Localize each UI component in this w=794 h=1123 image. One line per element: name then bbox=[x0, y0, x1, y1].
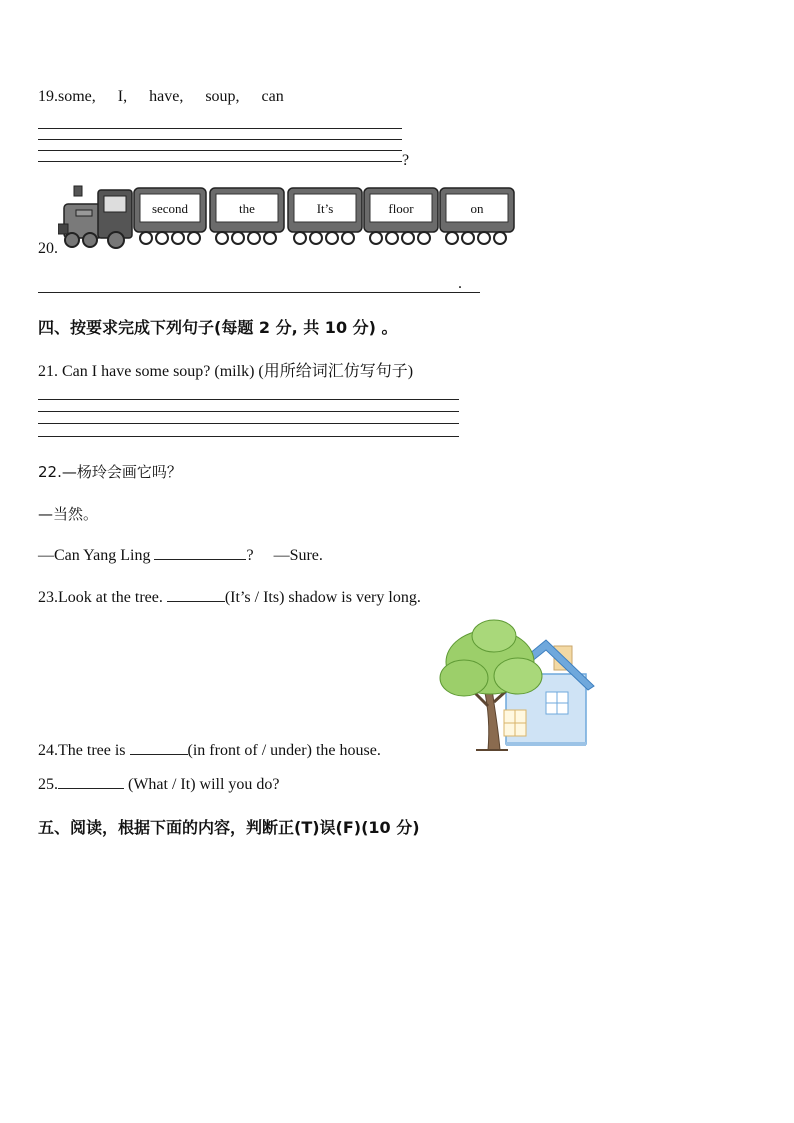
q21-answer-line-4[interactable] bbox=[38, 436, 459, 437]
train-word-2: the bbox=[239, 201, 255, 216]
locomotive-icon bbox=[58, 186, 132, 248]
q23-line bbox=[38, 587, 421, 607]
section-5-heading: 五、阅读，根据下面的内容，判断正(T)误(F)(10 分) bbox=[38, 818, 420, 837]
q19-answer-line-4[interactable] bbox=[38, 161, 402, 162]
train-word-4: floor bbox=[388, 201, 414, 216]
tree-and-house-illustration bbox=[436, 616, 598, 756]
q19-word-2: I, bbox=[117, 88, 128, 105]
train-word-1: second bbox=[151, 201, 189, 216]
q19-question-mark: ? bbox=[402, 152, 410, 169]
q19-word-1: some, bbox=[58, 88, 96, 105]
q20-number: 20. bbox=[38, 240, 58, 257]
train-illustration bbox=[58, 184, 520, 252]
section-4-heading: 四、按要求完成下列句子(每题 2 分, 共 10 分) 。 bbox=[38, 318, 398, 337]
train-word-3: It’s bbox=[316, 201, 334, 216]
q21-answer-line-3[interactable] bbox=[38, 423, 459, 424]
q19-word-3: have, bbox=[149, 88, 184, 105]
q19-answer-line-3[interactable] bbox=[38, 150, 402, 151]
q24-end: (in front of / under) the house. bbox=[187, 742, 381, 759]
q21-answer-line-1[interactable] bbox=[38, 399, 459, 400]
q21-prompt: 21. Can I have some soup? (milk) (用所给词汇仿写句子) bbox=[38, 363, 414, 380]
q19-prompt bbox=[38, 88, 284, 106]
q22-line-end: —Sure. bbox=[273, 547, 323, 564]
train-word-5: on bbox=[470, 201, 484, 216]
q23-end: (It’s / Its) shadow is very long. bbox=[224, 589, 421, 606]
q25-line bbox=[38, 774, 280, 794]
q22-line-start: —Can Yang Ling bbox=[38, 547, 155, 564]
q20-answer-line[interactable] bbox=[38, 292, 480, 293]
q25-blank[interactable] bbox=[58, 774, 124, 789]
q22-prompt: 22.—杨玲会画它吗？ bbox=[38, 463, 182, 481]
q22-answer-chinese: —当然。 bbox=[38, 505, 99, 523]
q25-end: (What / It) will you do? bbox=[124, 776, 280, 793]
q19-word-4: soup, bbox=[205, 88, 240, 105]
q23-start: 23.Look at the tree. bbox=[38, 589, 167, 606]
q22-blank[interactable] bbox=[154, 545, 246, 560]
q19-word-5: can bbox=[261, 88, 284, 105]
q24-start: 24.The tree is bbox=[38, 742, 130, 759]
q19-answer-line-2[interactable] bbox=[38, 139, 402, 140]
q19-answer-line-1[interactable] bbox=[38, 128, 402, 129]
q24-blank[interactable] bbox=[130, 740, 188, 755]
q22-fill-line bbox=[38, 545, 323, 565]
q22-line-mid: ? bbox=[246, 547, 254, 564]
q21-answer-line-2[interactable] bbox=[38, 411, 459, 412]
q23-blank[interactable] bbox=[167, 587, 225, 602]
q19-number: 19. bbox=[38, 88, 58, 105]
q24-line bbox=[38, 740, 381, 760]
q20-period: . bbox=[458, 275, 462, 292]
q25-start: 25. bbox=[38, 776, 58, 793]
